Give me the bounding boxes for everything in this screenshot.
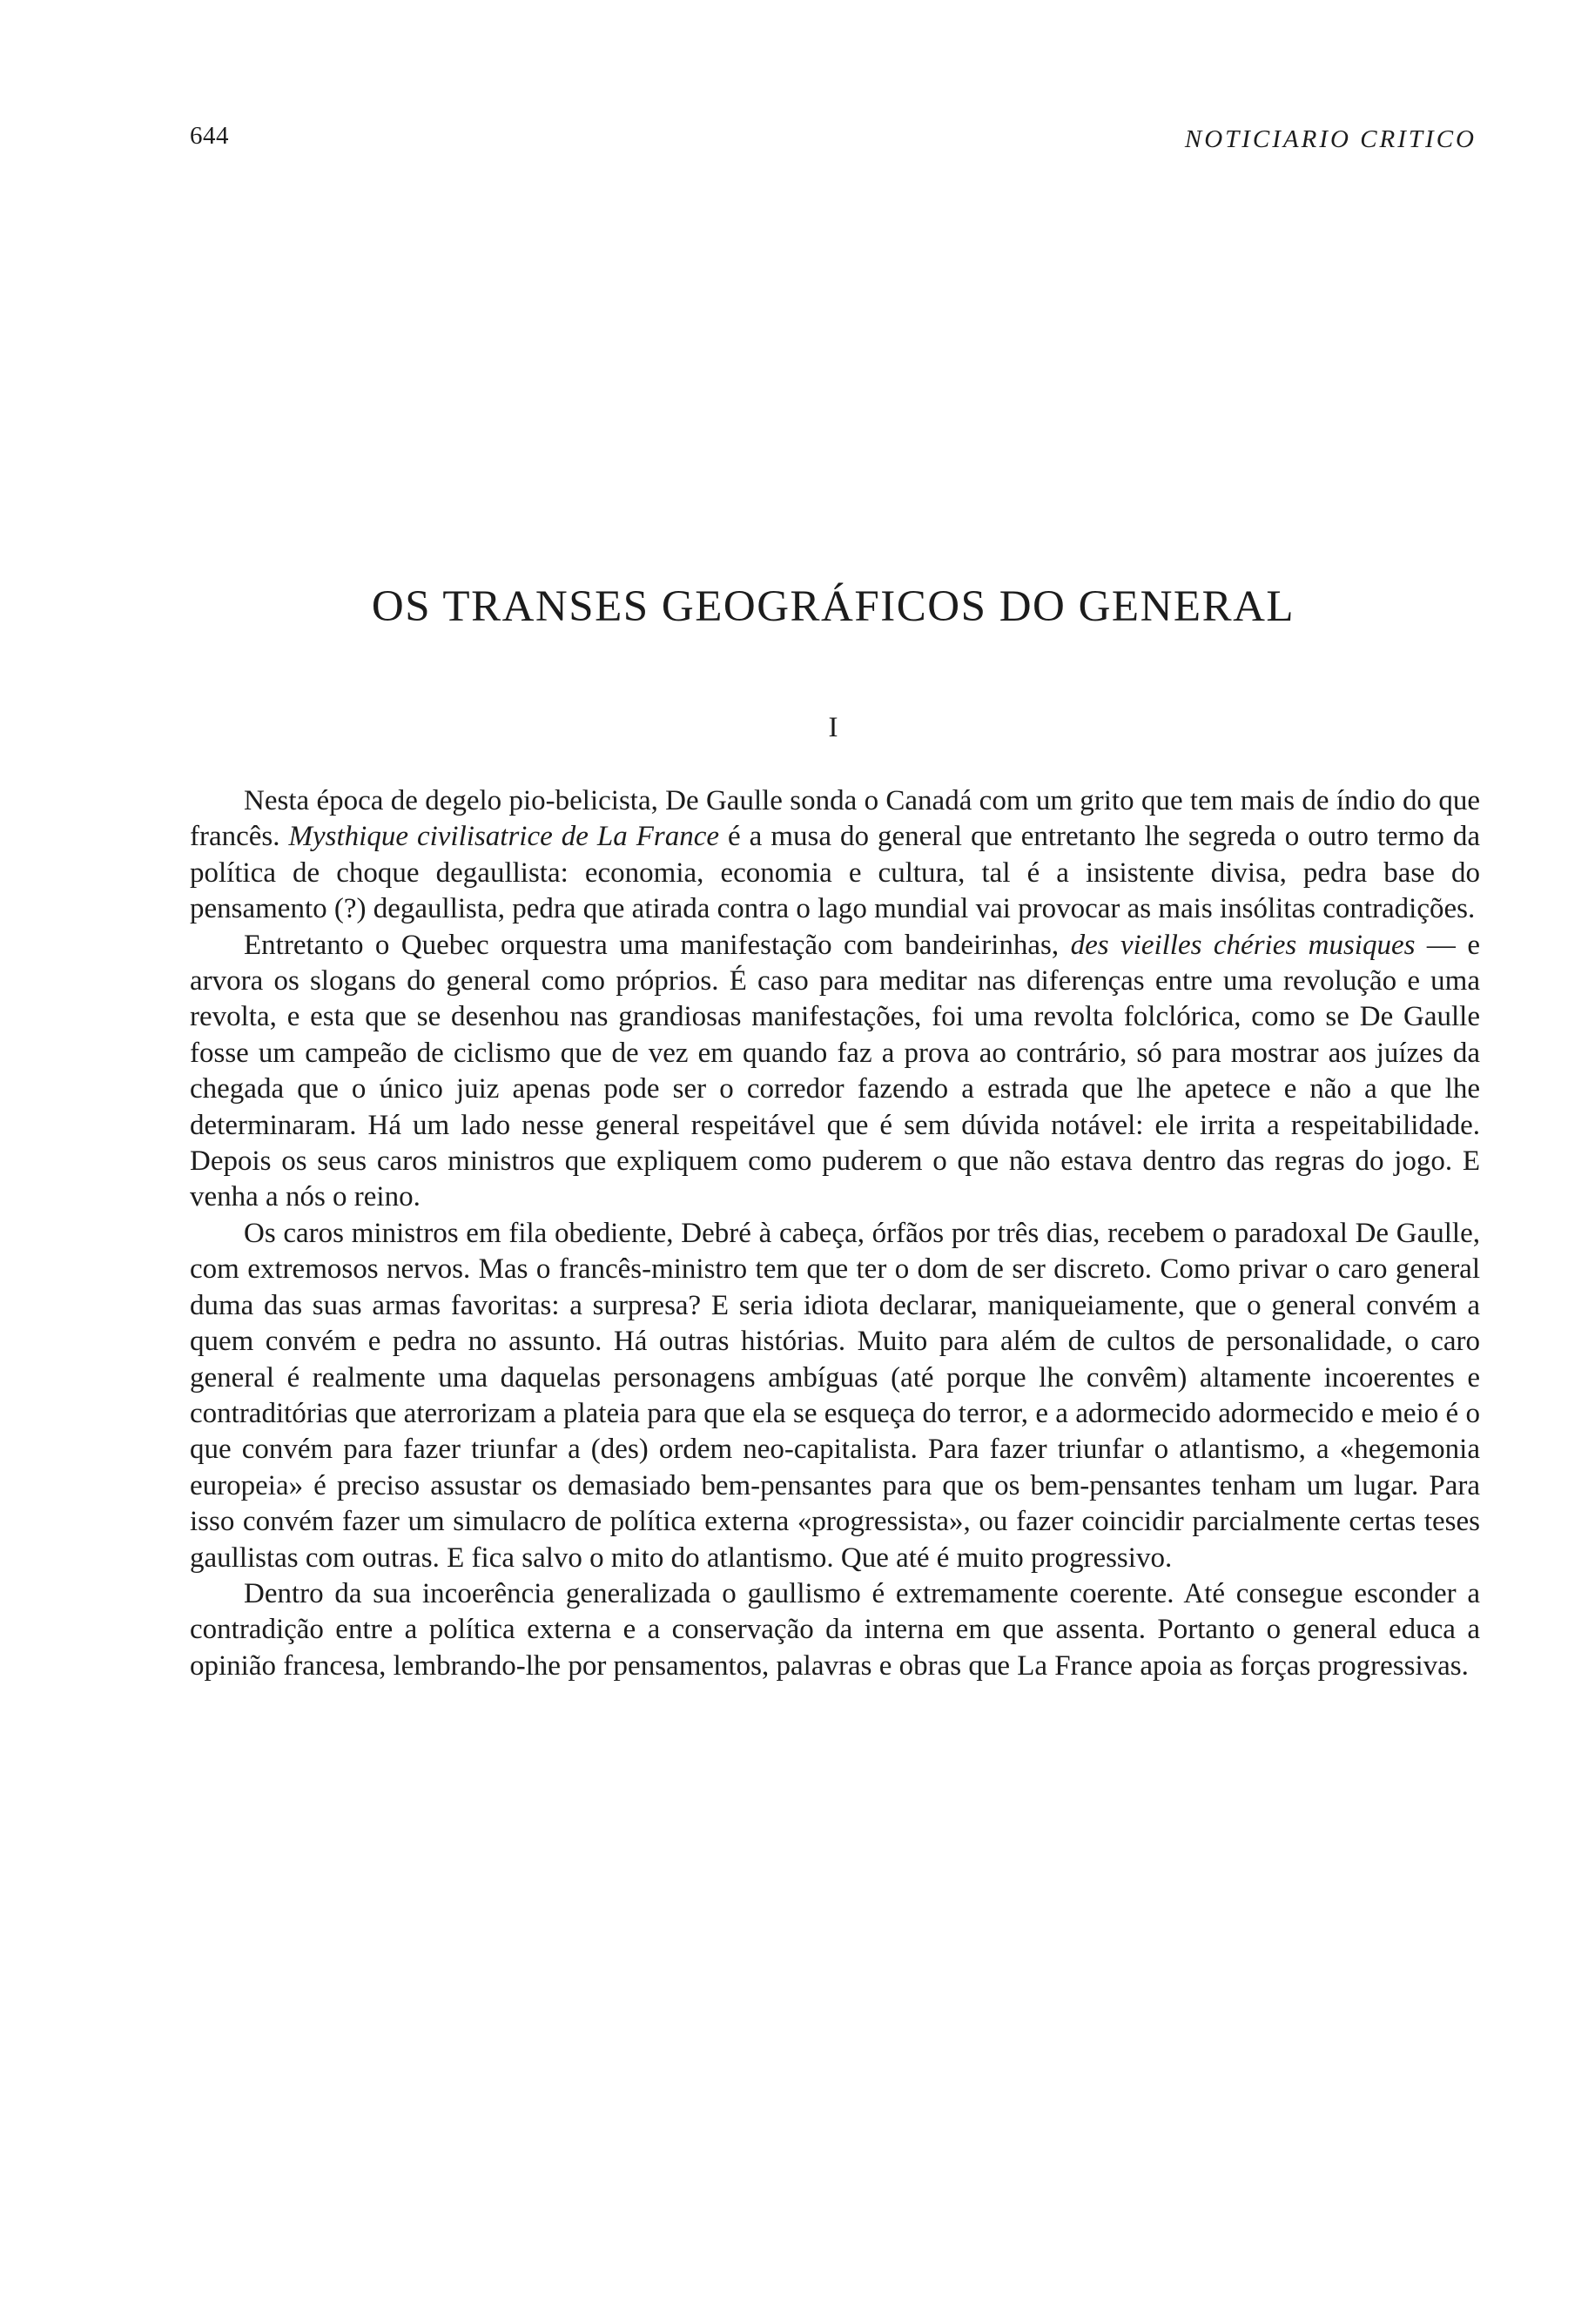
paragraph — [190, 1576, 1480, 1684]
italic-phrase: Mysthique civilisatrice de La France — [288, 821, 720, 853]
paragraph — [190, 1216, 1480, 1576]
paragraph — [190, 928, 1480, 1216]
page-number: 644 — [190, 122, 229, 150]
running-head — [190, 122, 1477, 165]
paragraph-text: Entretanto o Quebec orquestra uma manifestação com bandeirinhas, — [244, 929, 1071, 961]
italic-phrase: des vieilles chéries musiques — [1070, 929, 1416, 961]
paragraph-text: Os caros ministros em fila obediente, Debré à cabeça, órfãos por três dias, recebem o paradoxal De Gaulle, com extremosos nervos. Mas o francês-ministro tem que ter o dom de ser discreto. Como privar o caro general duma das suas armas favoritas: a surpresa? E seria idiota declarar, maniqueiamente, que o general convém a quem convém e pedra no assunto. Há outras histórias. Muito para além de cultos de personalidade, o caro general é realmente uma daquelas personagens ambíguas (até porque lhe convêm) altamente incoerentes e contraditórias que aterrorizam a plateia para que ela se esqueça do terror, e a adormecido adormecido e meio é o que convém para fazer triunfar a (des) ordem neo-capitalista. Para fazer triunfar o atlantismo, a «hegemonia europeia» é preciso assustar os demasiado bem-pensantes para que os bem-pensantes tenham um lugar. Para isso convém fazer um simulacro de política externa «progressista», ou fazer coincidir parcialmente certas teses gaullistas com outras. E fica salvo o mito do atlantismo. Que até é muito progressivo. — [190, 1217, 1480, 1574]
article-body — [190, 783, 1480, 1684]
paragraph — [190, 783, 1480, 928]
part-numeral: I — [828, 712, 838, 743]
paragraph-text: — e arvora os slogans do general como próprios. É caso para meditar nas diferenças entre uma revolução e uma revolta, e esta que se desenhou nas grandiosas manifestações, foi uma revolta folclórica, como se De Gaulle fosse um campeão de ciclismo que de vez em quando faz a prova ao contrário, só para mostrar aos juízes da chegada que o único juiz apenas pode ser o corredor fazendo a estrada que lhe apetece e não a que lhe determinaram. Há um lado nesse general respeitável que é sem dúvida notável: ele irrita a respeitabilidade. Depois os seus caros ministros que expliquem como puderem o que não estava dentro das regras do jogo. E venha a nós o reino. — [190, 929, 1480, 1213]
paragraph-text: Dentro da sua incoerência generalizada o gaullismo é extremamente coerente. Até consegue esconder a contradição entre a política externa e a conservação da interna em que assenta. Portanto o general educa a opinião francesa, lembrando-lhe por pensamentos, palavras e obras que La France apoia as forças progressivas. — [190, 1577, 1480, 1682]
article-title: OS TRANSES GEOGRÁFICOS DO GENERAL — [371, 582, 1295, 631]
paragraph-text: é a musa do general que entretanto lhe segreda o outro termo da política de choque degaullista: economia, economia e cultura, tal é a insistente divisa, pedra base do pensamento (?) degaullista, pedra que atirada contra o lago mundial vai provocar as mais insólitas contradições. — [190, 821, 1481, 925]
section-title: NOTICIARIO CRITICO — [1184, 125, 1477, 153]
paragraph-text: Nesta época de degelo pio-belicista, De Gaulle sonda o Canadá com um grito que tem mais de índio do que francês. — [190, 785, 1480, 853]
